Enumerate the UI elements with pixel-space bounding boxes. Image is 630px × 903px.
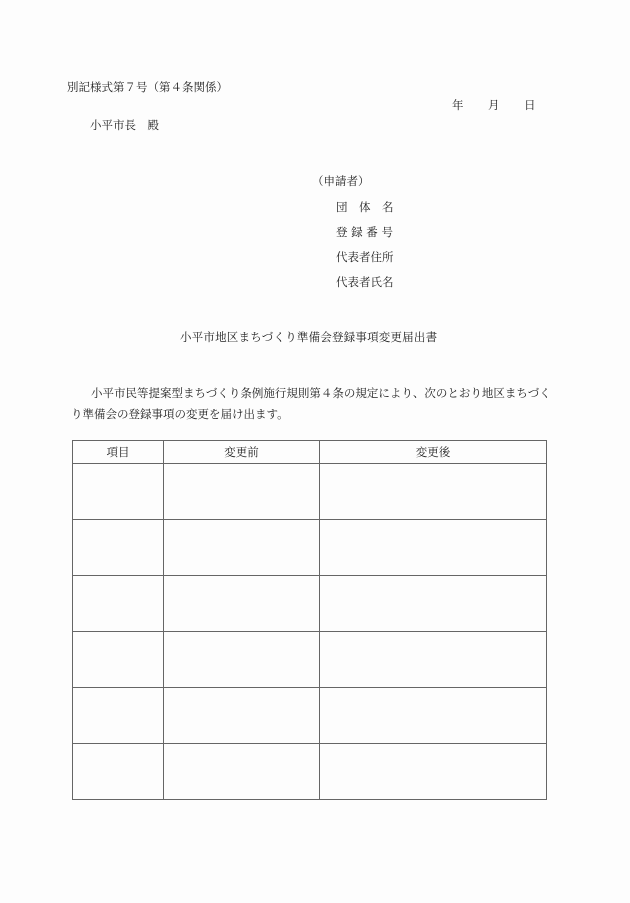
cell-before[interactable] — [164, 744, 320, 800]
cell-before[interactable] — [164, 576, 320, 632]
applicant-representative-name: 代表者氏名 — [336, 275, 394, 289]
table-header-row — [73, 441, 547, 464]
changes-table — [72, 440, 547, 800]
form-number: 別記様式第７号（第４条関係） — [67, 80, 228, 94]
header-before: 変更前 — [164, 441, 320, 464]
applicant-group-name: 団 体 名 — [336, 200, 394, 214]
body-text: 小平市民等提案型まちづくり条例施行規則第４条の規定により、次のとおり地区まちづくり準備会の登録事項の変更を届け出ます。 — [71, 386, 551, 421]
table-row — [73, 464, 547, 520]
applicant-representative-address: 代表者住所 — [336, 250, 394, 264]
applicant-label: （申請者） — [312, 174, 370, 188]
table-row — [73, 688, 547, 744]
cell-item[interactable] — [73, 576, 164, 632]
cell-after[interactable] — [320, 464, 547, 520]
date-month: 月 — [488, 98, 500, 112]
cell-item[interactable] — [73, 520, 164, 576]
cell-before[interactable] — [164, 688, 320, 744]
cell-after[interactable] — [320, 744, 547, 800]
date-year: 年 — [452, 98, 464, 112]
header-after: 変更後 — [320, 441, 547, 464]
header-item: 項目 — [73, 441, 164, 464]
cell-after[interactable] — [320, 688, 547, 744]
date-day: 日 — [524, 98, 536, 112]
cell-before[interactable] — [164, 520, 320, 576]
table-row — [73, 576, 547, 632]
cell-item[interactable] — [73, 744, 164, 800]
addressee: 小平市長 殿 — [90, 118, 159, 132]
cell-item[interactable] — [73, 464, 164, 520]
cell-after[interactable] — [320, 520, 547, 576]
cell-before[interactable] — [164, 464, 320, 520]
table-row — [73, 520, 547, 576]
applicant-registration-number: 登 録 番 号 — [336, 225, 393, 239]
cell-after[interactable] — [320, 632, 547, 688]
cell-item[interactable] — [73, 632, 164, 688]
date-line — [452, 98, 536, 112]
cell-before[interactable] — [164, 632, 320, 688]
cell-item[interactable] — [73, 688, 164, 744]
table-row — [73, 744, 547, 800]
cell-after[interactable] — [320, 576, 547, 632]
table-row — [73, 632, 547, 688]
document-title: 小平市地区まちづくり準備会登録事項変更届出書 — [180, 330, 438, 344]
